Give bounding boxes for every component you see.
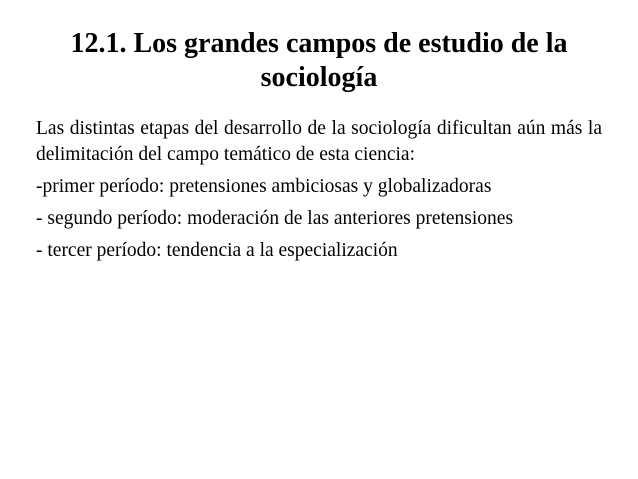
slide-title: 12.1. Los grandes campos de estudio de la sociología xyxy=(70,28,568,93)
intro-paragraph: Las distintas etapas del desarrollo de la sociología dificultan aún más la delimitación del campo temático de esta ciencia: xyxy=(36,118,602,165)
slide-body xyxy=(36,116,602,264)
list-item-second-period: - segundo período: moderación de las anteriores pretensiones xyxy=(36,208,514,229)
list-item-first-period: -primer período: pretensiones ambiciosas y globalizadoras xyxy=(36,176,492,197)
list-item-third-period: - tercer período: tendencia a la especialización xyxy=(36,240,398,261)
